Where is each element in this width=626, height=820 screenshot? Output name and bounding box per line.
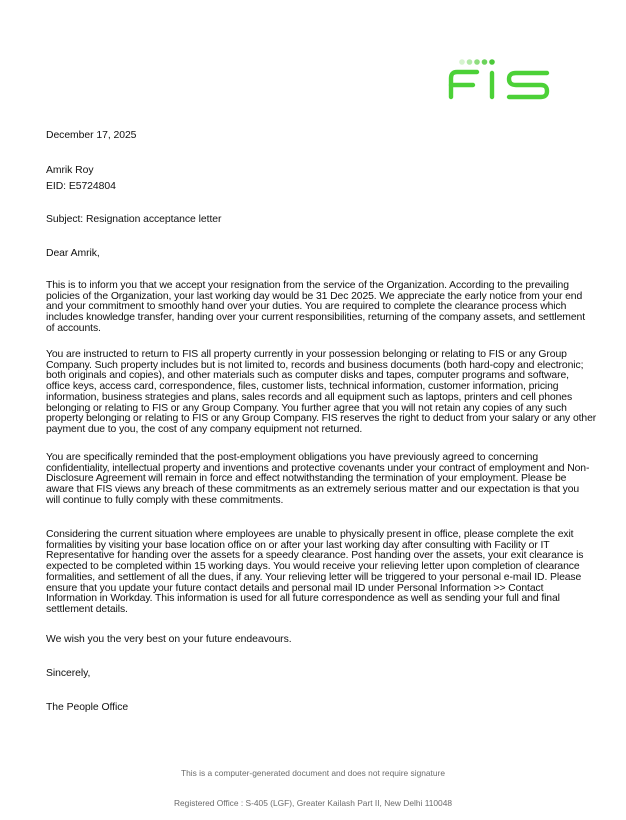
paragraph-line: policies of the Organization, your last working day would be 31 Dec 2025. We appreciate the early notice from your end <box>46 290 583 302</box>
salutation: Dear Amrik, <box>46 248 100 259</box>
logo-wordmark <box>451 72 547 97</box>
paragraph-line: settlement details. <box>46 603 128 615</box>
paragraph-property-return <box>46 350 596 436</box>
logo-dot <box>474 59 480 65</box>
paragraph-line: property belonging or relating to FIS or any Group Company. FIS reserves the right to deduct from your salary or any other <box>46 413 597 425</box>
logo-dot <box>489 59 495 65</box>
paragraph-line: aware that FIS views any breach of these commitments as an extremely serious matter and our expectation is that you <box>46 484 580 496</box>
recipient-name: Amrik Roy <box>46 165 94 176</box>
sign-off: Sincerely, <box>46 668 91 679</box>
paragraph-line: formalities, and settlement of all the dues, if any. Your relieving letter will be triggered to your personal e-mail ID. Please <box>46 571 582 583</box>
paragraph-line: You are instructed to return to FIS all property currently in your possession belonging or relating to FIS or any Group <box>46 349 567 360</box>
letter-subject: Subject: Resignation acceptance letter <box>46 214 222 225</box>
paragraph-line: ensure that you update your future contact details and personal mail ID under Personal Information >> Contact <box>46 582 544 594</box>
paragraph-line: Representative for handing over the assets for a speedy clearance. Post handing over the assets, your exit clearance is <box>46 550 584 562</box>
paragraph-line: both originals and copies), and other materials such as computer disks and tapes, computer programs and software, <box>46 370 569 382</box>
letter-date: December 17, 2025 <box>46 130 137 141</box>
footer-disclaimer: This is a computer-generated document and does not require signature <box>181 768 445 778</box>
logo-dot <box>459 59 465 65</box>
employee-id: EID: E5724804 <box>46 181 116 192</box>
paragraph-line: belonging or relating to FIS or any Group Company. You further agree that you will not retain any copies of any such <box>46 402 567 414</box>
paragraph-resignation-acceptance <box>46 281 585 335</box>
paragraph-line: includes knowledge transfer, handing over your current responsibilities, returning of the company assets, and settlement <box>46 312 586 324</box>
paragraph-line: Company. Such property includes but is not limited to, records and business documents (both hard-copy and electronic; <box>46 359 584 371</box>
paragraph-line: information, business strategies and plans, sales records and all equipment such as laptops, printers and cell phones <box>46 391 573 403</box>
paragraph-line: and your commitment to smoothly hand over your duties. You are required to complete the clearance process which <box>46 301 567 313</box>
paragraph-line: You are specifically reminded that the post-employment obligations you have previously agreed to concerning <box>46 452 539 463</box>
logo-dots <box>459 59 495 65</box>
paragraph-line: office keys, access card, correspondence, files, customer lists, technical information, customer information, pricing <box>46 381 559 393</box>
closing-wish: We wish you the very best on your future endeavours. <box>46 634 292 645</box>
paragraph-exit-formalities <box>46 530 583 616</box>
paragraph-line: Disclosure Agreement will remain in force and effect notwithstanding the termination of your employment. Please be <box>46 473 567 485</box>
signatory: The People Office <box>46 702 129 713</box>
paragraph-line: of accounts. <box>46 322 101 334</box>
paragraph-line: formalities by visiting your base location office on or after your last working day after consulting with Facility or IT <box>46 539 550 551</box>
paragraph-post-employment-obligations <box>46 453 589 507</box>
paragraph-line: Considering the current situation where employees are unable to physically present in office, please complete the exit <box>46 529 574 540</box>
paragraph-line: will continue to fully comply with these commitments. <box>46 494 284 506</box>
paragraph-line: expected to be completed within 15 working days. You would receive your relieving letter upon completion of clearance <box>46 561 580 573</box>
paragraph-line: Information in Workday. This information is used for all future correspondence as well as sending your full and final <box>46 593 560 605</box>
fis-logo <box>446 56 552 102</box>
paragraph-line: confidentiality, intellectual property and inventions and protective covenants under your contract of employment and Non- <box>46 462 590 474</box>
paragraph-line: payment due to you, the cost of any company equipment not returned. <box>46 423 363 435</box>
logo-dot <box>467 59 473 65</box>
paragraph-line: This is to inform you that we accept your resignation from the service of the Organization. According to the prevailing <box>46 280 569 291</box>
logo-dot <box>482 59 488 65</box>
footer-registered-office: Registered Office : S-405 (LGF), Greater Kailash Part II, New Delhi 110048 <box>173 798 453 808</box>
